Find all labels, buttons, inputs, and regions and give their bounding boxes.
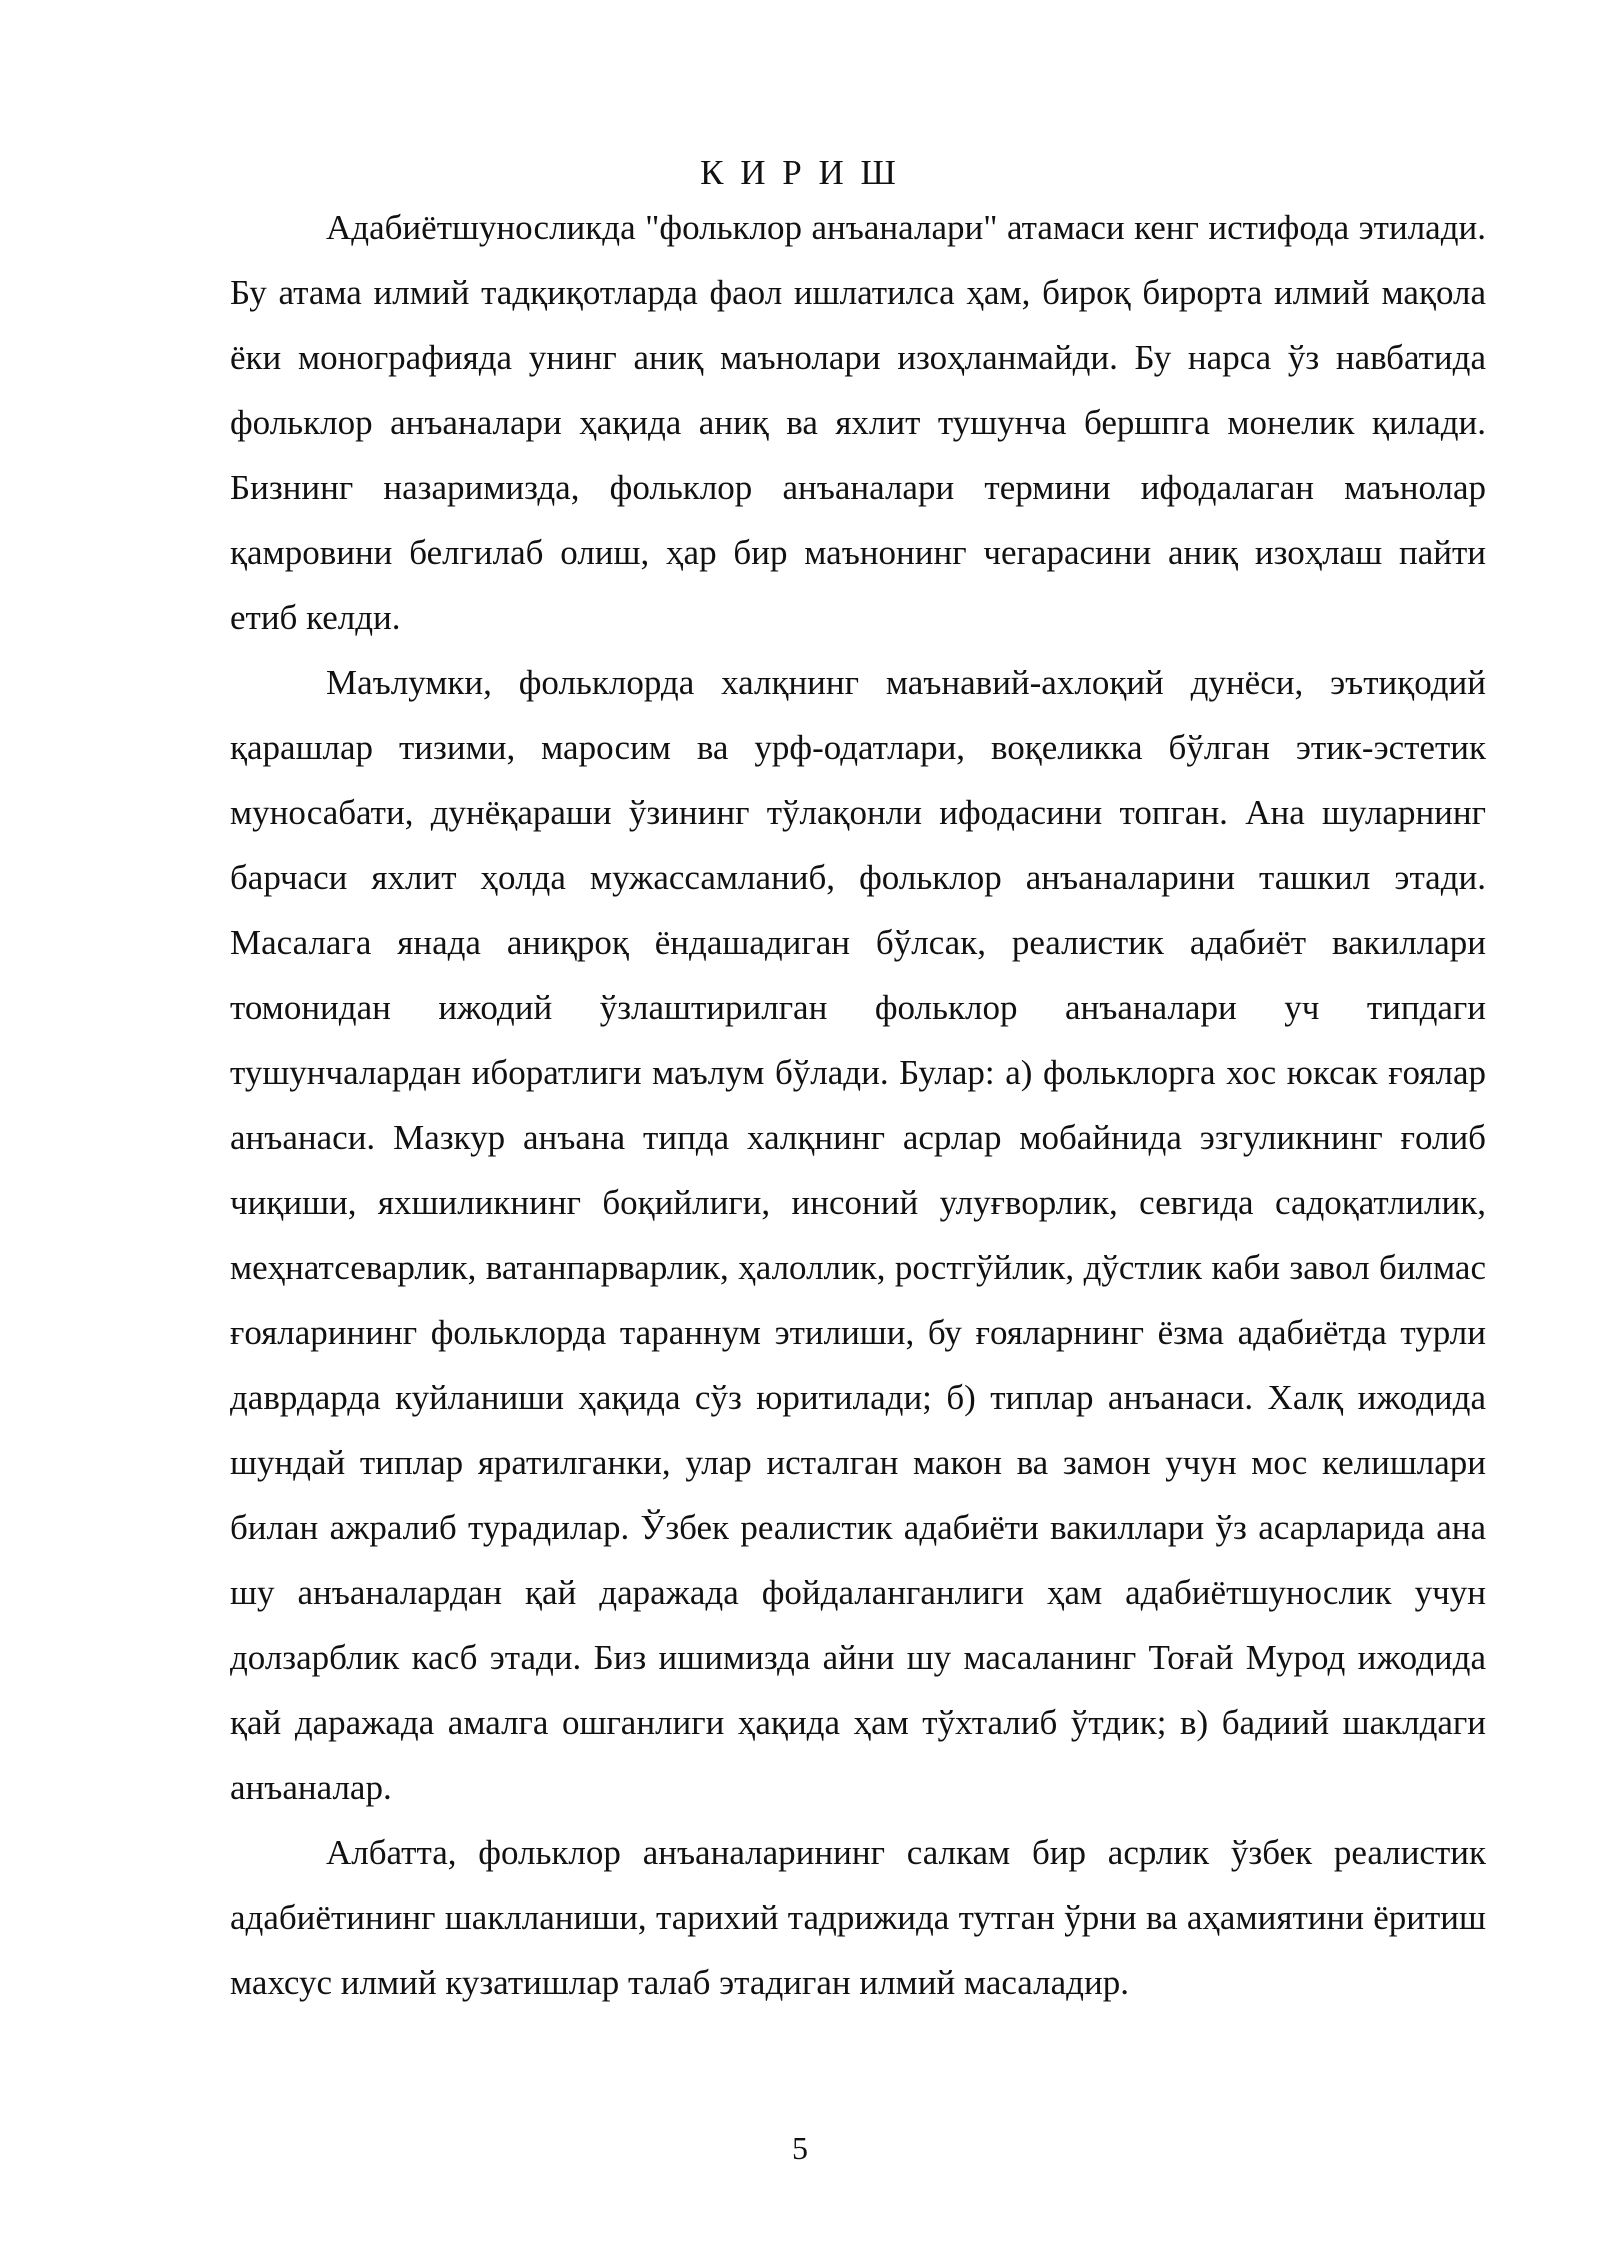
- paragraph-1: Адабиётшуносликда "фольклор анъаналари" атамаси кенг истифода этилади. Бу атама илмий тадқиқотларда фаол ишлатилса ҳам, бироқ бирорта илмий мақола ёки монографияда унинг аниқ маънолари изоҳланмайди. Бу нарса ўз навбатида фольклор анъаналари ҳақида аниқ ва яхлит тушунча бершпга монелик қилади. Бизнинг назаримизда, фольклор анъаналари термини ифодалаган маънолар қамровини белгилаб олиш, ҳар бир маънонинг чегарасини аниқ изоҳлаш пайти етиб келди.: [230, 208, 1486, 637]
- page-number: 5: [792, 2130, 808, 2166]
- body-text: [230, 195, 1486, 2015]
- paragraph-2: Маълумки, фольклорда халқнинг маънавий-ахлоқий дунёси, эътиқодий қарашлар тизими, маросим ва урф-одатлари, воқеликка бўлган этик-эстетик муносабати, дунёқараши ўзининг тўлақонли ифодасини топган. Ана шуларнинг барчаси яхлит ҳолда мужассамланиб, фольклор анъаналарини ташкил этади. Масалага янада аниқроқ ёндашадиган бўлсак, реалистик адабиёт вакиллари томонидан ижодий ўзлаштирилган фольклор анъаналари уч типдаги тушунчалардан иборатлиги маълум бўлади. Булар: а) фольклорга хос юксак ғоялар анъанаси. Мазкур анъана типда халқнинг асрлар мобайнида эзгуликнинг ғолиб чиқиши, яхшиликнинг боқийлиги, инсоний улуғворлик, севгида садоқатлилик, меҳнатсеварлик, ватанпарварлик, ҳалоллик, ростгўйлик, дўстлик каби завол билмас ғояларининг фольклорда тараннум этилиши, бу ғояларнинг ёзма адабиётда турли даврдарда куйланиши ҳақида сўз юритилади; б) типлар анъанаси. Халқ ижодида шундай типлар яратилганки, улар исталган макон ва замон учун мос келишлари билан ажралиб турадилар. Ўзбек реалистик адабиёти вакиллари ўз асарларида ана шу анъаналардан қай даражада фойдаланганлиги ҳам адабиётшунослик учун долзарблик касб этади. Биз ишимизда айни шу масаланинг Тоғай Мурод ижодида қай даражада амалга ошганлиги ҳақида ҳам тўхталиб ўтдик; в) бадиий шаклдаги анъаналар.: [230, 663, 1486, 1807]
- paragraph-3: Албатта, фольклор анъаналарининг салкам бир асрлик ўзбек реалистик адабиётининг шаклланиши, тарихий тадрижида тутган ўрни ва аҳамиятини ёритиш махсус илмий кузатишлар талаб этадиган илмий масаладир.: [230, 1833, 1486, 2002]
- page-title: К И Р И Ш: [700, 153, 900, 192]
